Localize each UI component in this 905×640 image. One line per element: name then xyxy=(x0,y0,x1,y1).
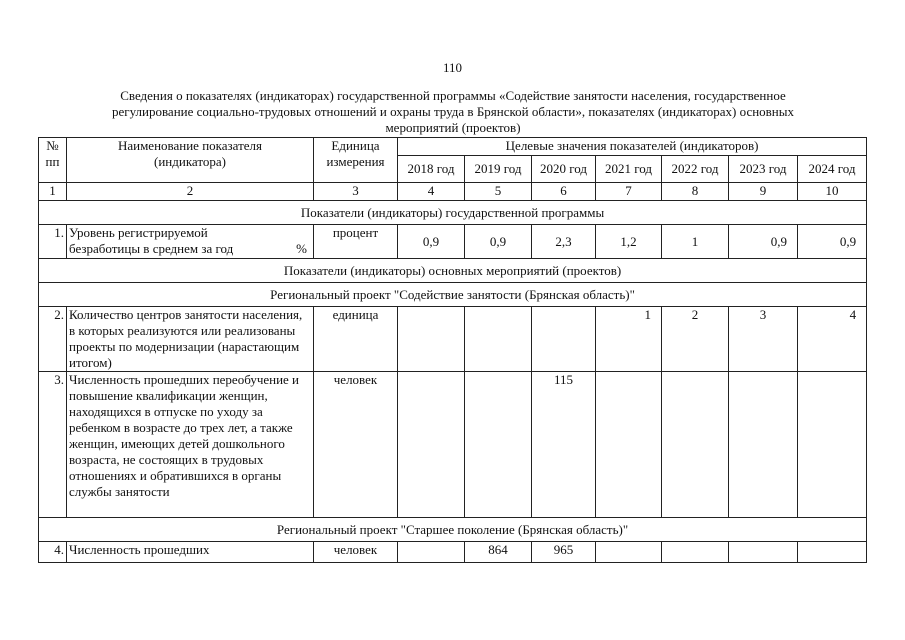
column-number: 7 xyxy=(596,183,662,201)
column-number: 2 xyxy=(67,183,314,201)
row-name xyxy=(67,225,314,259)
table-row xyxy=(39,307,867,372)
column-number: 3 xyxy=(314,183,398,201)
row-name: Численность прошедших переобучение и повышение квалификации женщин, находящихся в отпуске по уходу за ребенком в возрасте до трех лет, а также женщин, имеющих детей дошкольного возраста, не состоящих в трудовых отношениях и обратившихся в органы службы занятости xyxy=(67,372,314,518)
header-num-line1: № xyxy=(46,138,59,153)
row-value-2024: 0,9 xyxy=(798,225,867,259)
row-value-2018 xyxy=(398,307,465,372)
header-num xyxy=(39,138,67,183)
row-unit: человек xyxy=(314,542,398,563)
table-row xyxy=(39,225,867,259)
row-name: Количество центров занятости населения, в которых реализуются или реализованы проекты по модернизации (нарастающим итогом) xyxy=(67,307,314,372)
header-row-1 xyxy=(39,138,867,156)
header-unit-line2: измерения xyxy=(326,154,385,169)
section-program-indicators: Показатели (индикаторы) государственной программы xyxy=(39,201,867,225)
section-row-program xyxy=(39,201,867,225)
section-project-senior: Региональный проект "Старшее поколение (Брянская область)" xyxy=(39,518,867,542)
column-number: 5 xyxy=(465,183,532,201)
row-value-2023 xyxy=(729,542,798,563)
row-name-unit-mark: % xyxy=(296,241,307,256)
row-value-2020: 965 xyxy=(532,542,596,563)
row-unit: человек xyxy=(314,372,398,518)
row-value-2024 xyxy=(798,372,867,518)
row-value-2021: 1 xyxy=(596,307,662,372)
header-name-line2: (индикатора) xyxy=(154,154,226,169)
row-value-2022 xyxy=(662,542,729,563)
title-line-3: мероприятий (проектов) xyxy=(385,120,521,135)
header-num-line2: пп xyxy=(45,154,60,169)
section-row-main-events xyxy=(39,259,867,283)
header-year-2023: 2023 год xyxy=(729,156,798,183)
row-value-2018: 0,9 xyxy=(398,225,465,259)
row-value-2021 xyxy=(596,542,662,563)
header-year-2020: 2020 год xyxy=(532,156,596,183)
header-year-2018: 2018 год xyxy=(398,156,465,183)
title-line-2: регулирование социально-трудовых отношений и охраны труда в Брянской области», показателях (индикаторах) основных xyxy=(111,104,795,119)
row-name-line1: Уровень регистрируемой xyxy=(69,225,208,240)
header-unit-line1: Единица xyxy=(331,138,380,153)
header-name-line1: Наименование показателя xyxy=(117,138,263,153)
row-num: 4. xyxy=(39,542,67,563)
row-unit: единица xyxy=(314,307,398,372)
row-value-2023 xyxy=(729,372,798,518)
header-name xyxy=(67,138,314,183)
row-value-2020: 115 xyxy=(532,372,596,518)
row-value-2021 xyxy=(596,372,662,518)
header-year-2024: 2024 год xyxy=(798,156,867,183)
row-value-2022: 1 xyxy=(662,225,729,259)
column-number: 10 xyxy=(798,183,867,201)
row-num: 1. xyxy=(39,225,67,259)
row-value-2024 xyxy=(798,542,867,563)
row-value-2024: 4 xyxy=(798,307,867,372)
section-main-events-indicators: Показатели (индикаторы) основных мероприятий (проектов) xyxy=(39,259,867,283)
row-unit: процент xyxy=(314,225,398,259)
row-value-2021: 1,2 xyxy=(596,225,662,259)
row-name-line2-text: безработицы в среднем за год xyxy=(69,241,234,256)
row-value-2020 xyxy=(532,307,596,372)
row-name-line2 xyxy=(69,241,311,257)
header-target-group: Целевые значения показателей (индикаторов) xyxy=(398,138,867,156)
section-row-project-senior xyxy=(39,518,867,542)
header-year-2019: 2019 год xyxy=(465,156,532,183)
row-value-2019 xyxy=(465,307,532,372)
column-number: 9 xyxy=(729,183,798,201)
table-row xyxy=(39,542,867,563)
row-value-2019: 864 xyxy=(465,542,532,563)
column-number: 6 xyxy=(532,183,596,201)
row-value-2022: 2 xyxy=(662,307,729,372)
table-row xyxy=(39,372,867,518)
column-number: 1 xyxy=(39,183,67,201)
row-value-2022 xyxy=(662,372,729,518)
indicators-table xyxy=(38,137,867,563)
document-title xyxy=(40,88,866,136)
column-number: 4 xyxy=(398,183,465,201)
section-project-employment: Региональный проект "Содействие занятости (Брянская область)" xyxy=(39,283,867,307)
column-number-row xyxy=(39,183,867,201)
header-unit xyxy=(314,138,398,183)
row-num: 2. xyxy=(39,307,67,372)
row-value-2018 xyxy=(398,372,465,518)
row-value-2023: 3 xyxy=(729,307,798,372)
row-value-2023: 0,9 xyxy=(729,225,798,259)
row-num: 3. xyxy=(39,372,67,518)
column-number: 8 xyxy=(662,183,729,201)
section-row-project-employment xyxy=(39,283,867,307)
row-value-2018 xyxy=(398,542,465,563)
row-value-2019: 0,9 xyxy=(465,225,532,259)
header-year-2022: 2022 год xyxy=(662,156,729,183)
row-value-2019 xyxy=(465,372,532,518)
row-value-2020: 2,3 xyxy=(532,225,596,259)
page-number: 110 xyxy=(442,60,463,75)
header-year-2021: 2021 год xyxy=(596,156,662,183)
title-line-1: Сведения о показателях (индикаторах) государственной программы «Содействие занятости населения, государственное xyxy=(120,88,786,103)
row-name: Численность прошедших xyxy=(67,542,314,563)
